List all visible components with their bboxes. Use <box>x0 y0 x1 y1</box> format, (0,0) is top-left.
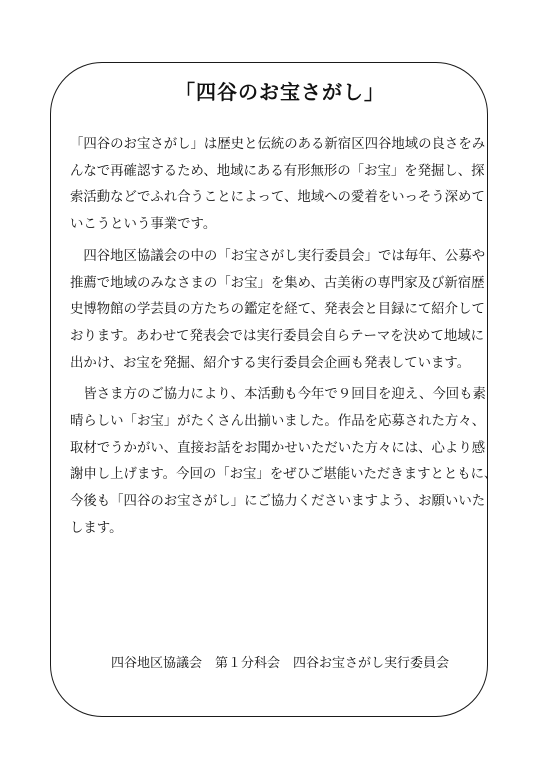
text-line: 謝申し上げます。今回の「お宝」をぜひご堪能いただきますとともに、 <box>70 467 498 483</box>
text-line: します。 <box>70 520 123 536</box>
signature-footer: 四谷地区協議会 第１分科会 四谷お宝さがし実行委員会 <box>110 656 449 671</box>
paragraph-committee <box>70 244 496 378</box>
text-line: 索活動などでふれ合うことによって、地域への愛着をいっそう深めて <box>70 190 485 206</box>
text-line: んなで再確認するため、地域にある有形無形の「お宝」を発掘し、探 <box>70 163 485 179</box>
document-title: 「四谷のお宝さがし」 <box>175 80 385 104</box>
text-line: 晴らしい「お宝」がたくさん出揃いました。作品を応募された方々、 <box>70 414 486 430</box>
text-line: 「四谷のお宝さがし」は歴史と伝統のある新宿区四谷地域の良さをみ <box>70 137 486 152</box>
body-text <box>70 132 496 548</box>
text-line: 皆さま方のご協力により、本活動も今年で９回目を迎え、今回も素 <box>70 387 486 403</box>
text-line: 取材でうかがい、直接お話をお聞かせいただいた方々には、心より感 <box>70 440 486 456</box>
paragraph-thanks <box>70 382 496 542</box>
paragraph-intro <box>70 132 496 239</box>
text-line: いこうという事業です。 <box>70 217 217 233</box>
text-line: 出かけ、お宝を発掘、紹介する実行委員会企画も発表しています。 <box>70 355 471 371</box>
text-line: おります。あわせて発表会では実行委員会自らテーマを決めて地域に <box>70 328 485 344</box>
text-line: 今後も「四谷のお宝さがし」にご協力くださいますよう、お願いいた <box>70 494 486 510</box>
text-line: 四谷地区協議会の中の「お宝さがし実行委員会」では毎年、公募や <box>70 248 486 264</box>
text-line: 推薦で地域のみなさまの「お宝」を集め、古美術の専門家及び新宿歴 <box>70 275 485 291</box>
text-line: 史博物館の学芸員の方たちの鑑定を経て、発表会と目録にて紹介して <box>70 302 485 318</box>
